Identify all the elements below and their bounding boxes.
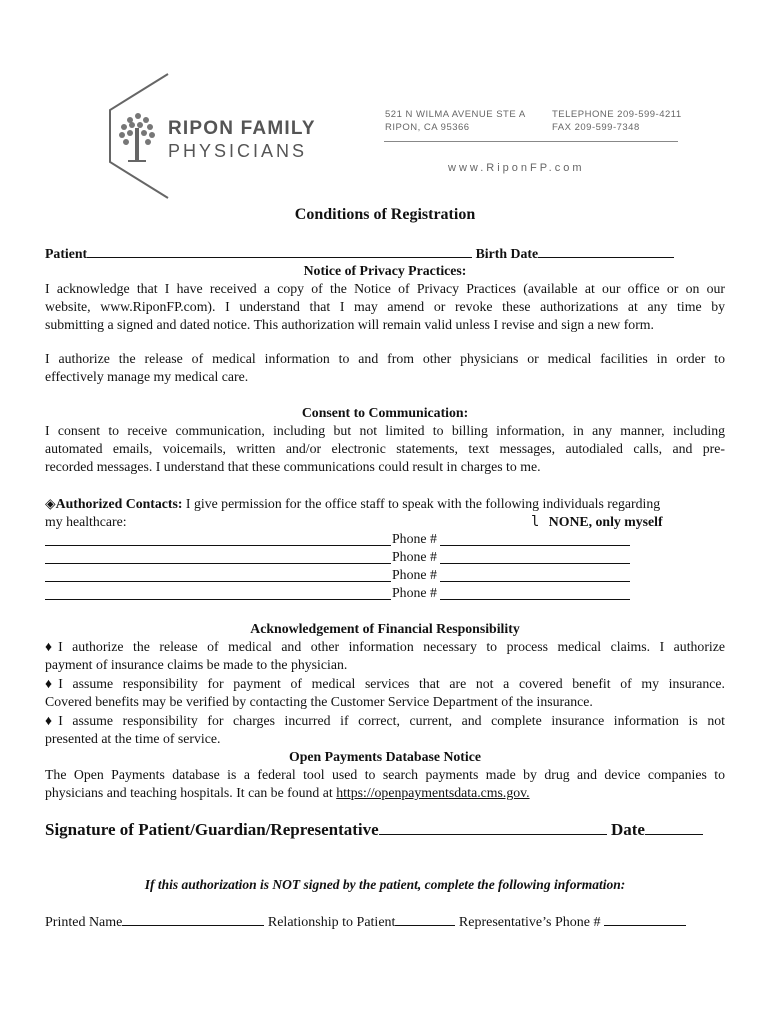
- communication-line-1: I consent to receive communication, including but not limited to billing information, in any manner, including: [45, 423, 725, 438]
- signature-field[interactable]: [379, 819, 607, 835]
- release-line-1: I authorize the release of medical information to and from other physicians or medical facilities in order to: [45, 351, 725, 366]
- page-title: Conditions of Registration: [294, 206, 476, 223]
- financial-line-5: ♦I assume responsibility for charges incurred if correct, current, and complete insurance information is not: [45, 713, 725, 728]
- contact-name-field-1[interactable]: [45, 545, 391, 546]
- financial-line-4: Covered benefits may be verified by contacting the Customer Service Department of the insurance.: [45, 694, 593, 709]
- contact-phone-label-2: Phone #: [392, 549, 437, 564]
- header-divider: [384, 141, 678, 142]
- none-option[interactable]: [531, 513, 663, 532]
- signature-row: [45, 819, 703, 840]
- website-link[interactable]: www.RiponFP.com: [448, 162, 585, 174]
- patient-name-field[interactable]: [87, 244, 472, 258]
- contact-phone-field-3[interactable]: [440, 581, 630, 582]
- patient-label: Patient: [45, 246, 88, 261]
- contact-phone-field-2[interactable]: [440, 563, 630, 564]
- brand-name-line1: RIPON FAMILY: [168, 118, 316, 139]
- contacts-line-2: my healthcare:: [45, 514, 127, 529]
- representative-phone-label: Representative’s Phone #: [458, 915, 601, 930]
- contacts-text: I give permission for the office staff to speak with the following individuals regarding: [182, 496, 661, 511]
- brand-name-line2: PHYSICIANS: [168, 141, 308, 161]
- privacy-line-1: I acknowledge that I have received a copy of the Notice of Privacy Practices (available at our office or on our: [45, 281, 725, 296]
- release-line-2: effectively manage my medical care.: [45, 369, 249, 384]
- financial-line-1: ♦I authorize the release of medical and other information necessary to process medical claims. I authorize: [45, 639, 725, 654]
- contact-name-field-3[interactable]: [45, 581, 391, 582]
- none-checkbox[interactable]: l: [531, 514, 540, 530]
- communication-line-2: automated emails, voicemails, written and/or electronic statements, text messages, autodialed calls, and pre-: [45, 441, 725, 456]
- contacts-bullet-icon: ◈: [45, 496, 56, 511]
- communication-heading: Consent to Communication:: [301, 405, 469, 420]
- contact-phone-label-1: Phone #: [392, 531, 437, 546]
- representative-note: If this authorization is NOT signed by the patient, complete the following information:: [144, 877, 626, 892]
- address-line2: RIPON, CA 95366: [385, 122, 470, 133]
- representative-phone-field[interactable]: [604, 912, 686, 926]
- privacy-line-2: website, www.RiponFP.com). I understand that I may amend or revoke these authorizations at any time by: [45, 299, 725, 314]
- printed-row: [45, 912, 686, 931]
- relationship-label: Relationship to Patient: [267, 915, 396, 930]
- printed-name-field[interactable]: [122, 912, 264, 926]
- logo-mark: [100, 72, 170, 200]
- contacts-line-1: [45, 495, 725, 514]
- communication-line-3: recorded messages. I understand that these communications could result in charges to me.: [45, 459, 541, 474]
- address-line1: 521 N WILMA AVENUE STE A: [385, 109, 526, 120]
- address-block: [385, 108, 526, 134]
- open-payments-heading: Open Payments Database Notice: [289, 749, 481, 764]
- financial-heading: Acknowledgement of Financial Responsibility: [250, 621, 520, 636]
- contact-block: [552, 108, 682, 134]
- financial-line-3: ♦I assume responsibility for payment of medical services that are not a covered benefit of my insurance.: [45, 676, 725, 691]
- contact-name-field-2[interactable]: [45, 563, 391, 564]
- open-payments-line-1: The Open Payments database is a federal tool used to search payments made by drug and device companies to: [45, 767, 725, 782]
- none-label: NONE, only myself: [548, 514, 663, 529]
- open-payments-link[interactable]: https://openpaymentsdata.cms.gov.: [336, 785, 530, 800]
- contact-phone-field-1[interactable]: [440, 545, 630, 546]
- birth-date-field[interactable]: [538, 244, 674, 258]
- fax: FAX 209-599-7348: [552, 122, 640, 133]
- contacts-label: Authorized Contacts:: [55, 496, 183, 511]
- open-payments-text: physicians and teaching hospitals. It can be found at: [45, 785, 337, 800]
- contact-phone-label-4: Phone #: [392, 585, 437, 600]
- date-label: Date: [610, 820, 645, 839]
- privacy-line-3: submitting a signed and dated notice. This authorization will remain valid unless I revise and sign a new form.: [45, 317, 654, 332]
- privacy-heading: Notice of Privacy Practices:: [303, 263, 467, 278]
- relationship-field[interactable]: [395, 912, 455, 926]
- patient-row: [45, 244, 725, 264]
- date-field[interactable]: [645, 819, 703, 835]
- contact-phone-label-3: Phone #: [392, 567, 437, 582]
- financial-line-2: payment of insurance claims be made to the physician.: [45, 657, 348, 672]
- open-payments-line-2: [45, 784, 725, 803]
- telephone: TELEPHONE 209-599-4211: [552, 109, 682, 120]
- contact-name-field-4[interactable]: [45, 599, 391, 600]
- financial-line-6: presented at the time of service.: [45, 731, 221, 746]
- signature-label: Signature of Patient/Guardian/Representative: [45, 820, 379, 839]
- contact-phone-field-4[interactable]: [440, 599, 630, 600]
- printed-name-label: Printed Name: [45, 915, 123, 930]
- birth-date-label: Birth Date: [475, 246, 539, 261]
